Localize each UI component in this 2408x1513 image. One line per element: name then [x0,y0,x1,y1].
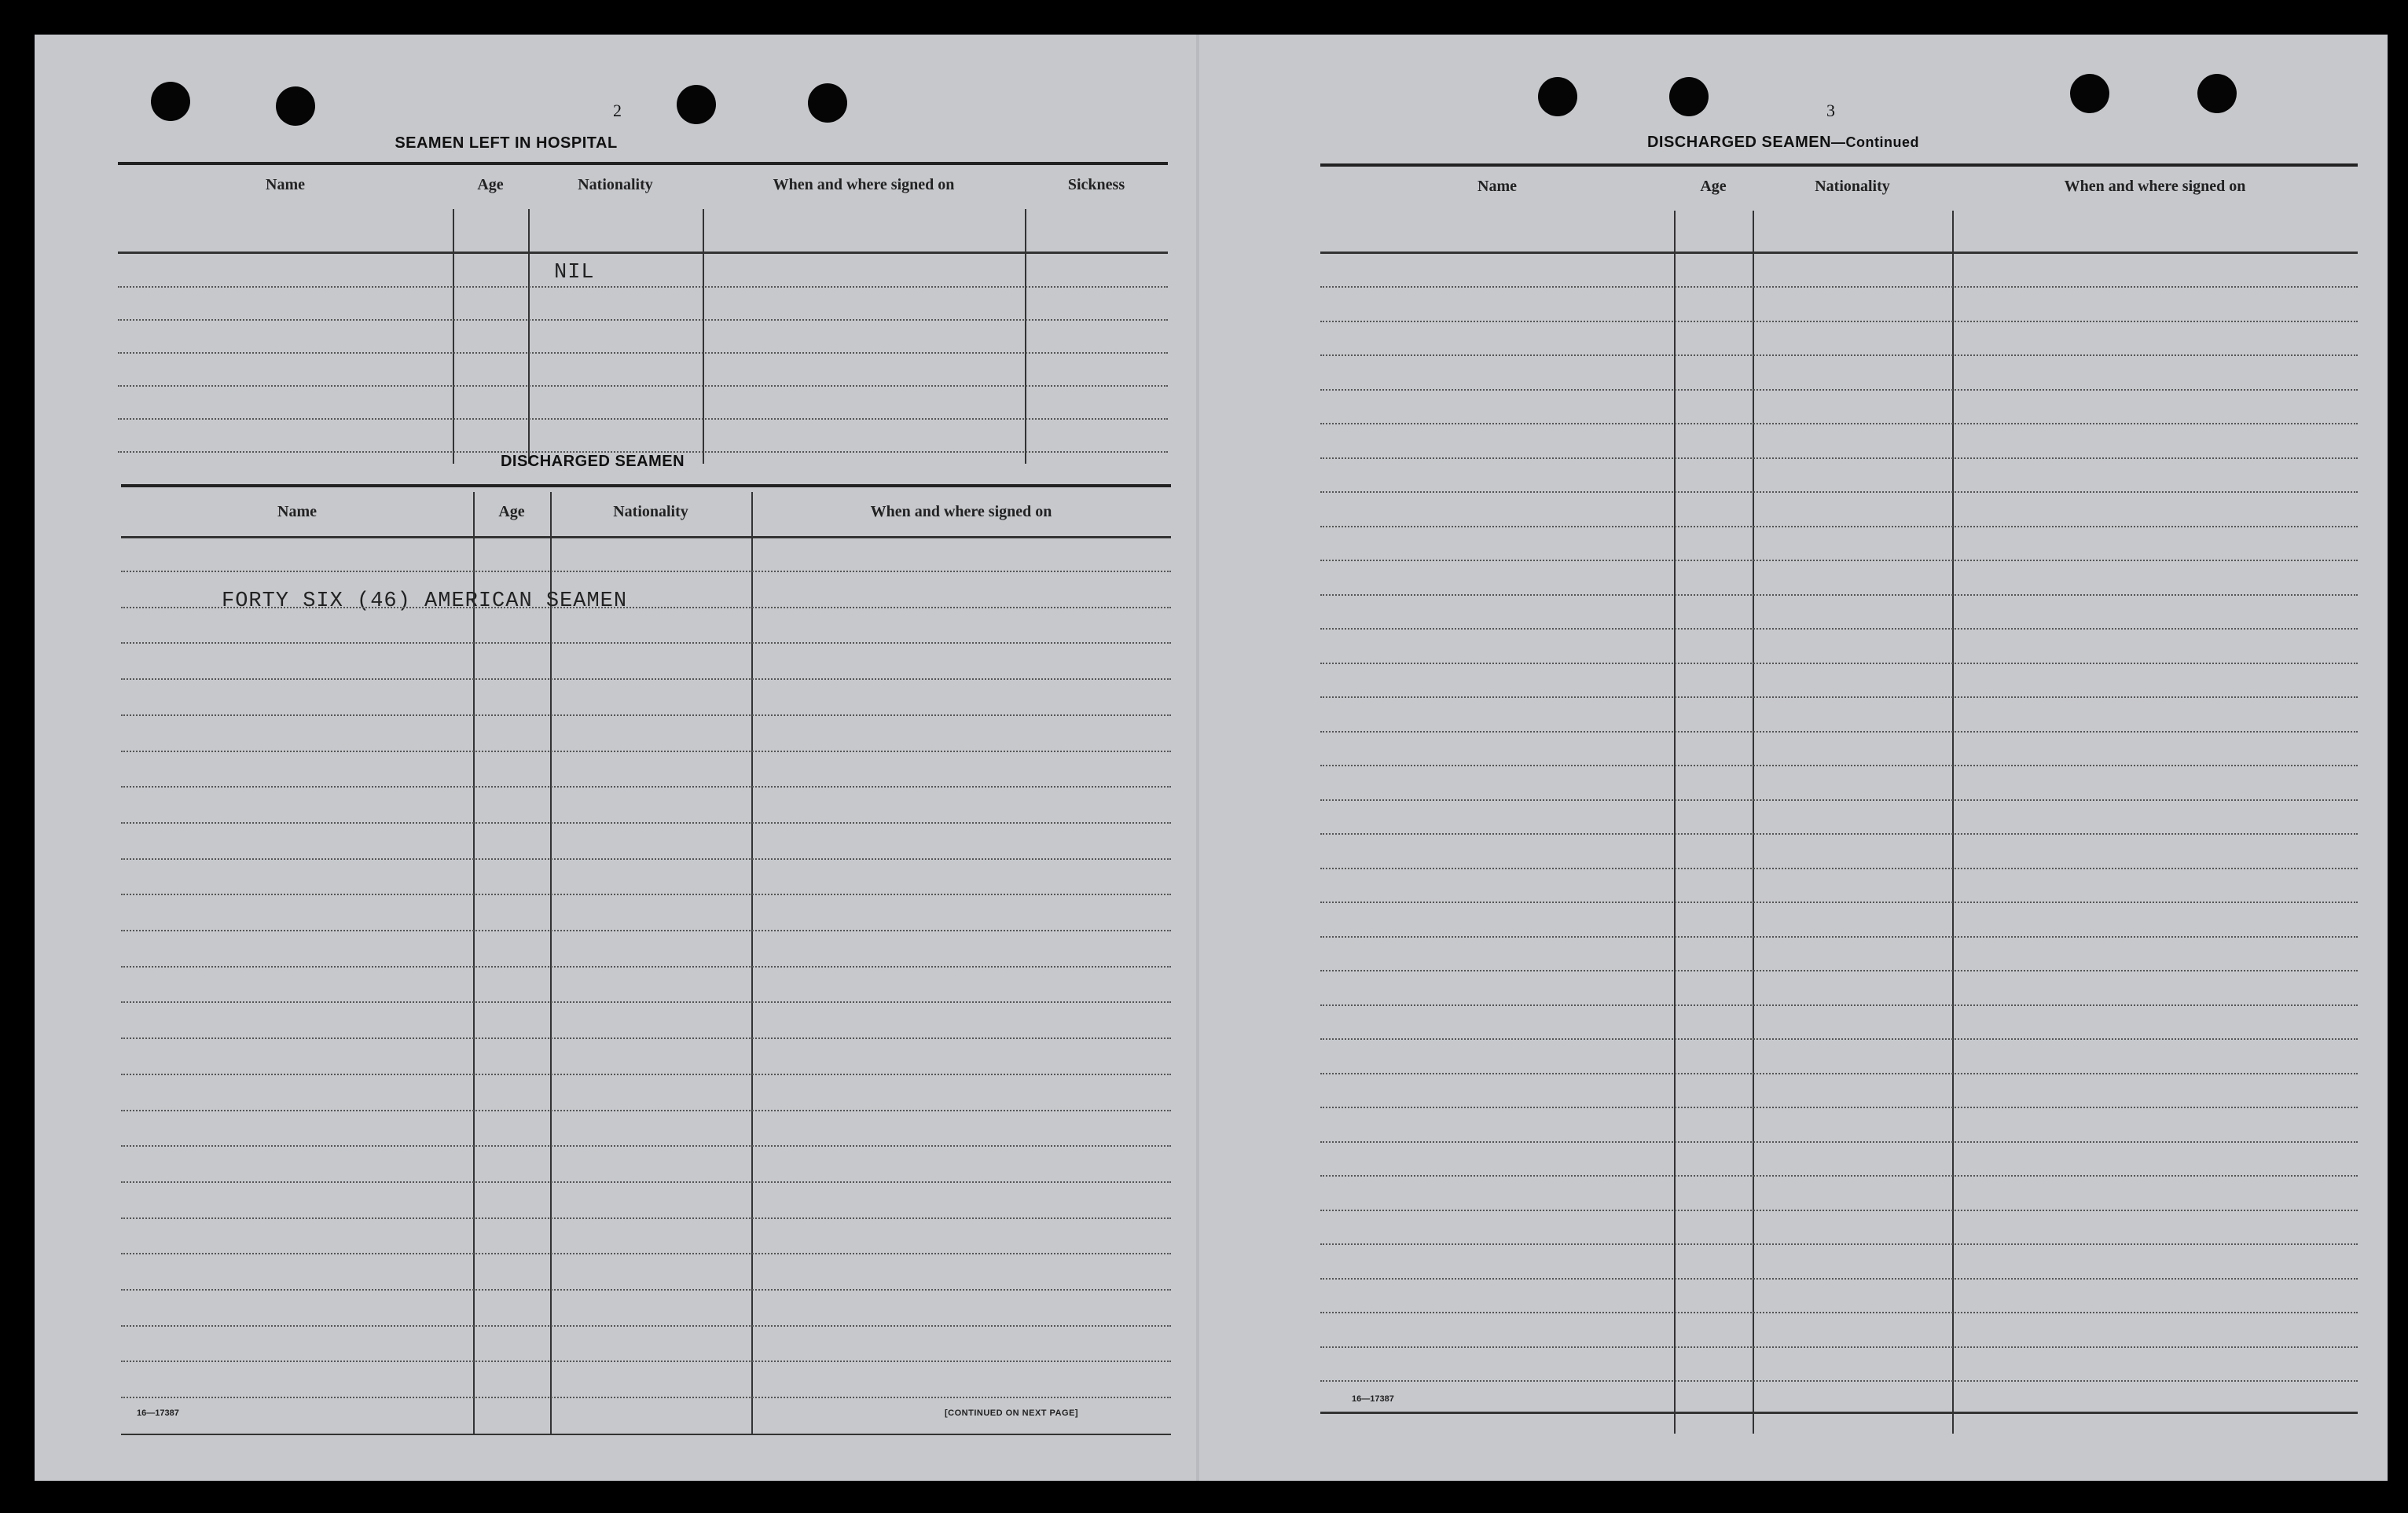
page-number: 2 [613,101,622,120]
row-line [121,858,1171,860]
right-page [1198,35,2388,1481]
row-line [121,894,1171,895]
form-number: 16—17387 [137,1408,179,1418]
col-header-name: Name [1477,178,1517,195]
table-top-rule [121,484,1171,487]
column-divider [473,492,475,1435]
row-line [1320,868,2358,869]
col-header-age: Age [477,176,504,193]
row-line [121,1253,1171,1254]
header-rule [121,536,1171,538]
row-line [1320,731,2358,733]
row-line [121,1074,1171,1075]
row-line [118,418,1168,420]
row-line [121,1325,1171,1327]
row-line [1320,560,2358,561]
column-divider [453,209,454,464]
discharged-entry: FORTY SIX (46) AMERICAN SEAMEN [222,589,628,613]
header-rule [118,252,1168,254]
hospital-section-title: SEAMEN LEFT IN HOSPITAL [395,134,618,152]
row-line [1320,970,2358,971]
column-divider [1025,209,1026,464]
table-top-rule [1320,163,2358,167]
form-number: 16—17387 [1352,1394,1394,1404]
row-line [1320,833,2358,835]
column-divider [528,209,530,464]
right-section-title [1528,134,2039,152]
row-line [121,1145,1171,1147]
col-header-age: Age [498,503,525,520]
col-header-nationality: Nationality [613,503,688,520]
header-rule [1320,252,2358,254]
col-header-name: Name [277,503,317,520]
discharged-continued-table [1320,163,2358,1434]
col-header-signed-on: When and where signed on [870,503,1052,520]
row-line [121,1181,1171,1183]
column-divider [703,209,704,464]
col-header-sickness: Sickness [1067,176,1125,193]
table-top-rule [118,162,1168,165]
row-line [1320,1278,2358,1280]
row-line [118,286,1168,288]
hospital-entry: NIL [554,261,595,285]
page-number: 3 [1826,101,1835,120]
row-line [1320,765,2358,766]
section-title-suffix: —Continued [1831,134,1920,150]
row-line [1320,491,2358,493]
row-line [121,642,1171,644]
row-line [1320,457,2358,459]
row-line [118,319,1168,321]
row-line [121,714,1171,716]
continued-note: [CONTINUED ON NEXT PAGE] [945,1408,1079,1418]
row-line [1320,628,2358,630]
row-line [1320,902,2358,903]
row-line [1320,594,2358,596]
row-line [1320,286,2358,288]
row-line [121,607,1171,608]
col-header-name: Name [266,176,305,193]
col-header-signed-on: When and where signed on [2064,178,2246,195]
row-line [121,786,1171,788]
discharged-section-title: DISCHARGED SEAMEN [500,453,685,470]
row-line [1320,936,2358,938]
discharged-table [121,484,1171,1435]
row-line [1320,799,2358,801]
row-line [121,930,1171,931]
row-line [121,678,1171,680]
row-line [121,1397,1171,1398]
row-line [118,385,1168,387]
table-bottom-rule [1320,1412,2358,1414]
col-header-nationality: Nationality [1815,178,1890,195]
section-title-text: DISCHARGED SEAMEN [1646,134,1832,151]
row-line [1320,1210,2358,1211]
row-line [1320,321,2358,322]
row-line [121,1361,1171,1362]
row-line [121,1217,1171,1219]
row-line [1320,1346,2358,1348]
row-line [1320,1141,2358,1143]
column-divider [1952,211,1954,1434]
row-line [1320,354,2358,356]
row-line [1320,389,2358,391]
col-header-signed-on: When and where signed on [773,176,955,193]
row-line [1320,663,2358,664]
row-line [1320,696,2358,698]
row-line [1320,1380,2358,1382]
document-sheet [35,35,2388,1481]
row-line [121,966,1171,968]
row-line [1320,1175,2358,1177]
column-divider [550,492,552,1435]
column-divider [751,492,753,1435]
row-line [1320,526,2358,527]
row-line [1320,1038,2358,1040]
row-line [1320,1004,2358,1006]
row-line [121,571,1171,572]
row-line [121,1037,1171,1039]
row-line [121,1001,1171,1003]
hospital-table [118,162,1168,464]
left-page [35,35,1198,1481]
col-header-age: Age [1700,178,1727,195]
column-divider [1674,211,1676,1434]
row-line [1320,1312,2358,1313]
row-line [1320,1107,2358,1108]
row-line [121,1289,1171,1291]
row-line [1320,1073,2358,1074]
col-header-nationality: Nationality [578,176,653,193]
row-line [121,1110,1171,1111]
row-line [118,352,1168,354]
row-line [1320,423,2358,424]
table-bottom-rule [121,1434,1171,1435]
row-line [121,751,1171,752]
row-line [121,822,1171,824]
row-line [1320,1243,2358,1245]
column-divider [1753,211,1754,1434]
